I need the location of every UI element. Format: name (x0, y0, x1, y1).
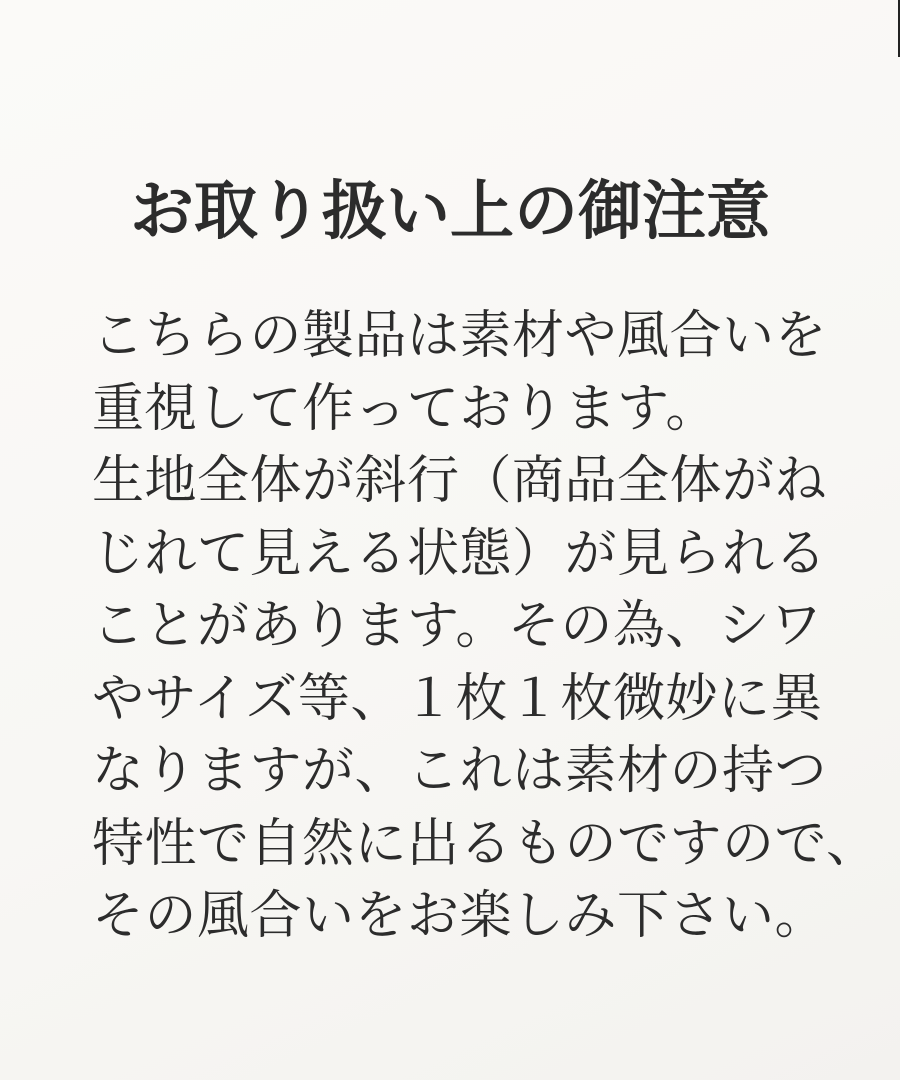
notice-line: やサイズ等、１枚１枚微妙に異 (92, 669, 823, 728)
notice-line: こちらの製品は素材や風合いを (92, 307, 828, 365)
notice-line: 生地全体が斜行（商品全体がね (92, 452, 828, 510)
notice-line: ことがあります。その為、シワ (92, 597, 823, 655)
notice-body (92, 300, 879, 953)
notice-line: なりますが、これは素材の持つ (92, 742, 828, 800)
notice-line: 重視して作っております。 (92, 379, 718, 438)
notice-line: その風合いをお楽しみ下さい。 (92, 887, 828, 945)
notice-line: じれて見える状態）が見られる (92, 524, 828, 583)
notice-line: 特性で自然に出るものですので、 (92, 814, 879, 873)
notice-title: お取り扱い上の御注意 (130, 175, 770, 247)
